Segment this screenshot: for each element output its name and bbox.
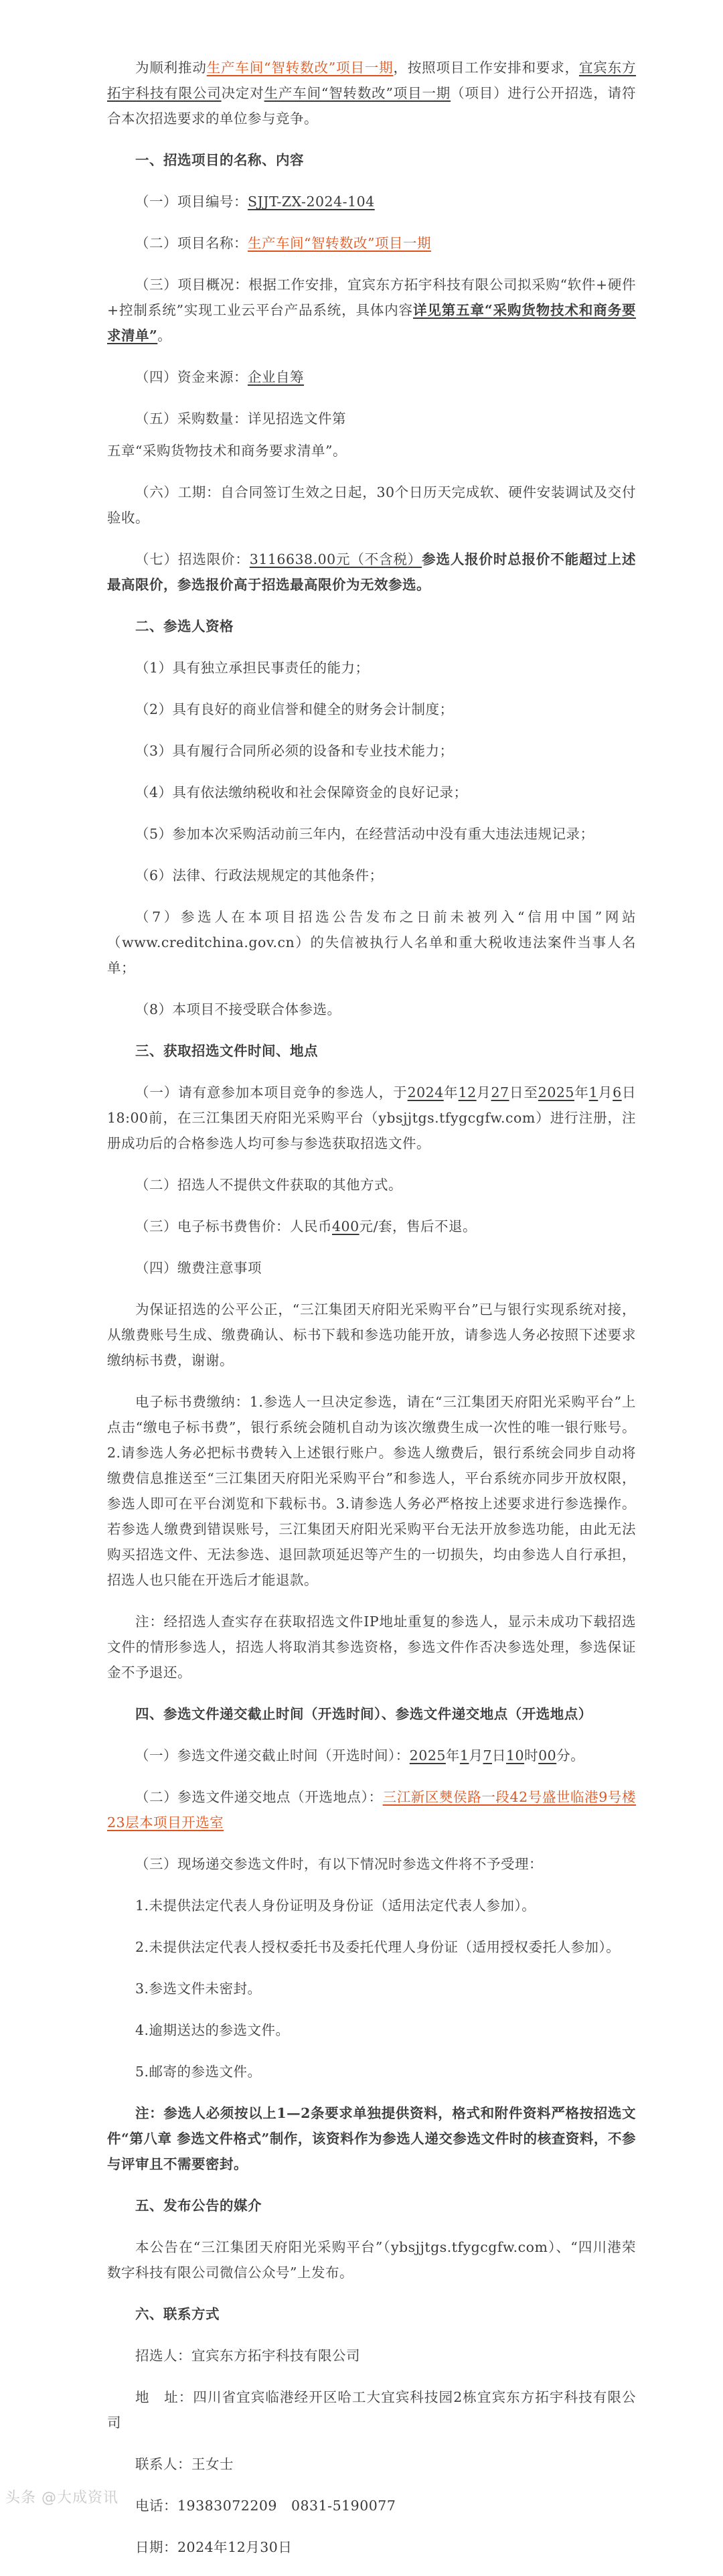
rejection-item: 1.未提供法定代表人身份证明及身份证（适用法定代表人参加）。 [135,1898,536,1914]
qualification-item: （8）本项目不接受联合体参选。 [135,1001,341,1017]
project-name: 生产车间“智转数改”项目一期 [206,60,394,76]
intro-text: （项目）进行公开招选，请符合本次招选要求的单位参与竞争。 [107,85,637,127]
project-name: 生产车间“智转数改”项目一期 [264,85,451,101]
qualification-item: （2）具有良好的商业信誉和健全的财务会计制度； [135,701,454,717]
delivery-period: （六）工期：自合同签订生效之日起，30个日历天完成软、硬件安装调试及交付验收。 [107,484,636,526]
date-year: 2024 [407,1084,444,1100]
qualification-item: （4）具有依法缴纳税收和社会保障资金的良好记录； [135,784,468,800]
date-day: 27 [491,1084,509,1100]
qualification-item: （5）参加本次采购活动前三年内，在经营活动中没有重大违法违规记录； [135,826,594,842]
project-code [107,189,636,214]
price-limit [107,547,636,597]
text: 年 [443,1084,459,1100]
section-heading-5: 五、发布公告的媒介 [135,2198,262,2214]
submission-deadline [107,1743,636,1768]
field-label: （七）招选限价： [135,551,250,567]
payment-notes: 为保证招选的公平公正，“三江集团天府阳光采购平台”已与银行实现系统对接，从缴费账号生成、缴费确认、标书下载和参选功能开放，请参选人务必按照下述要求缴纳标书费，谢谢。 [107,1301,636,1368]
fund-source [107,364,636,390]
time-minute: 00 [538,1747,557,1764]
location-value: 三江新区僰侯路一段42号盛世临港9号楼23层本项目开选室 [107,1789,636,1831]
date-month: 12 [458,1084,477,1100]
announcement-document [107,55,636,2576]
intro-text: 决定对 [221,85,264,101]
fee-amount: 400 [332,1218,359,1234]
text: 前，在三江集团天府阳光采购平台（ybsjjtgs.tfygcgfw.com）进行注册，注册成功后的合格参选人均可参与参选获取招选文件。 [107,1110,636,1151]
project-name-line [107,230,636,256]
contact-phone: 电话：19383072209 0831-5190077 [135,2498,396,2514]
purchase-quantity: （五）采购数量：详见招选文件第 [135,411,346,427]
date-day: 7 [483,1747,493,1764]
buyer-name: 宜宾东方拓宇科技有限公司 [107,60,636,101]
text: 月 [469,1747,483,1764]
text: 日至 [509,1084,538,1100]
overview-text: （三）项目概况：根据工作安排，宜宾东方拓宇科技有限公司拟采购“软件+硬件+控制系统”实现工业云平台产品系统，具体内容 [107,277,636,318]
payment-notes-title: （四）缴费注意事项 [135,1260,262,1276]
text: 日 [621,1084,637,1100]
intro-text: 为顺利推动 [135,60,207,76]
price-limit-rule: 参选人报价时总报价不能超过上述最高限价，参选报价高于招选最高限价为无效参选。 [107,551,637,593]
field-label: （一）项目编号： [135,194,248,210]
qualification-item: （3）具有履行合同所必须的设备和专业技术能力； [135,743,454,759]
field-value: 企业自筹 [248,369,304,385]
qualification-item: （1）具有独立承担民事责任的能力； [135,660,370,676]
rejection-item: 2.未提供法定代表人授权委托书及委托代理人身份证（适用授权委托人参加）。 [135,1939,621,1955]
field-value: SJJT-ZX-2024-104 [248,194,375,210]
rejection-item: 3.参选文件未密封。 [135,1981,262,1997]
overview-text: 。 [157,328,172,344]
field-label: （二）项目名称： [135,235,248,251]
section-heading-1: 一、招选项目的名称、内容 [135,152,304,168]
purchase-quantity-cont: 五章“采购货物技术和商务要求清单”。 [107,443,347,459]
acquisition-other: （二）招选人不提供文件获取的其他方式。 [135,1177,402,1193]
media-text: 本公告在“三江集团天府阳光采购平台”（ybsjjtgs.tfygcgfw.com）、“四川港荣数字科技有限公司微信公众号”上发布。 [107,2239,636,2281]
submission-location [107,1784,636,1835]
text: （三）电子标书费售价：人民币 [135,1218,332,1234]
section-heading-6: 六、联系方式 [135,2306,220,2322]
date-day: 6 [613,1084,622,1100]
intro-text: ，按照项目工作安排和要求， [393,60,579,76]
date-month: 1 [588,1084,598,1100]
date-month: 1 [459,1747,469,1764]
text: （一）请有意参加本项目竞争的参选人，于 [135,1084,408,1100]
text: 时 [524,1747,539,1764]
submission-note: 注：参选人必须按以上1—2条要求单独提供资料，格式和附件资料严格按招选文件“第八章 参选文件格式”制作，该资料作为参选人递交参选文件时的核查资料，不参与评审且不需要密封。 [107,2105,636,2172]
section-heading-3: 三、获取招选文件时间、地点 [135,1043,318,1059]
watermark: 头条 @大成资讯 [5,2490,118,2506]
text: 分。 [556,1747,585,1764]
field-label: （四）资金来源： [135,369,248,385]
field-value: 3116638.00元（不含税） [249,551,422,567]
overview-reference: 详见第五章“采购货物技术和商务要求清单” [107,302,637,344]
document-fee [107,1214,636,1239]
text: （一）参选文件递交截止时间（开选时间）： [135,1747,410,1764]
payment-steps: 电子标书费缴纳：1.参选人一旦决定参选，请在“三江集团天府阳光采购平台”上点击“缴电子标书费”，银行系统会随机自动为该次缴费生成一次性的唯一银行账号。2.请参选人务必把标书费转入上述银行账户。参选人缴费后，银行系统会同步自动将缴费信息推送至“三江集团天府阳光采购平台”和参选人，平台系统亦同步开放权限，参选人即可在平台浏览和下载标书。3.请参选人务必严格按上述要求进行参选操作。若参选人缴费到错误账号，三江集团天府阳光采购平台无法开放参选功能，由此无法购买招选文件、无法参选、退回款项延迟等产生的一切损失，均由参选人自行承担，招选人也只能在开选后才能退款。 [107,1394,636,1588]
time: 18:00 [107,1110,149,1126]
project-overview [107,272,636,348]
qualification-item: （6）法律、行政法规规定的其他条件； [135,867,384,883]
text: 年 [445,1747,460,1764]
text: 年 [574,1084,589,1100]
text: 日 [492,1747,507,1764]
text: 月 [598,1084,613,1100]
section-heading-4: 四、参选文件递交截止时间（开选时间）、参选文件递交地点（开选地点） [135,1706,592,1722]
ip-note: 注：经招选人查实存在获取招选文件IP地址重复的参选人，显示未成功下载招选文件的情形参选人，招选人将取消其参选资格，参选文件作否决参选处理，参选保证金不予退还。 [107,1614,636,1680]
acquisition-time [107,1080,636,1156]
section-heading-2: 二、参选人资格 [135,618,234,634]
rejection-item: 5.邮寄的参选文件。 [135,2064,262,2080]
date-year: 2025 [538,1084,574,1100]
intro-paragraph [107,55,636,131]
rejection-item: 4.逾期送达的参选文件。 [135,2022,290,2038]
contact-buyer: 招选人：宜宾东方拓宇科技有限公司 [135,2348,360,2364]
date-year: 2025 [409,1747,446,1764]
text: （二）参选文件递交地点（开选地点）： [135,1789,383,1805]
rejection-intro: （三）现场递交参选文件时，有以下情况时参选文件将不予受理： [135,1856,543,1872]
text: 月 [476,1084,491,1100]
announcement-date: 日期：2024年12月30日 [135,2539,293,2555]
text: 元/套，售后不退。 [359,1218,477,1234]
field-value: 生产车间“智转数改”项目一期 [248,235,431,251]
time-hour: 10 [506,1747,525,1764]
contact-address: 地 址：四川省宜宾临港经开区哈工大宜宾科技园2栋宜宾东方拓宇科技有限公司 [107,2389,636,2431]
qualification-item: （7）参选人在本项目招选公告发布之日前未被列入“信用中国”网站（www.creditchina.gov.cn）的失信被执行人名单和重大税收违法案件当事人名单； [107,909,636,976]
contact-person: 联系人：王女士 [135,2456,234,2472]
